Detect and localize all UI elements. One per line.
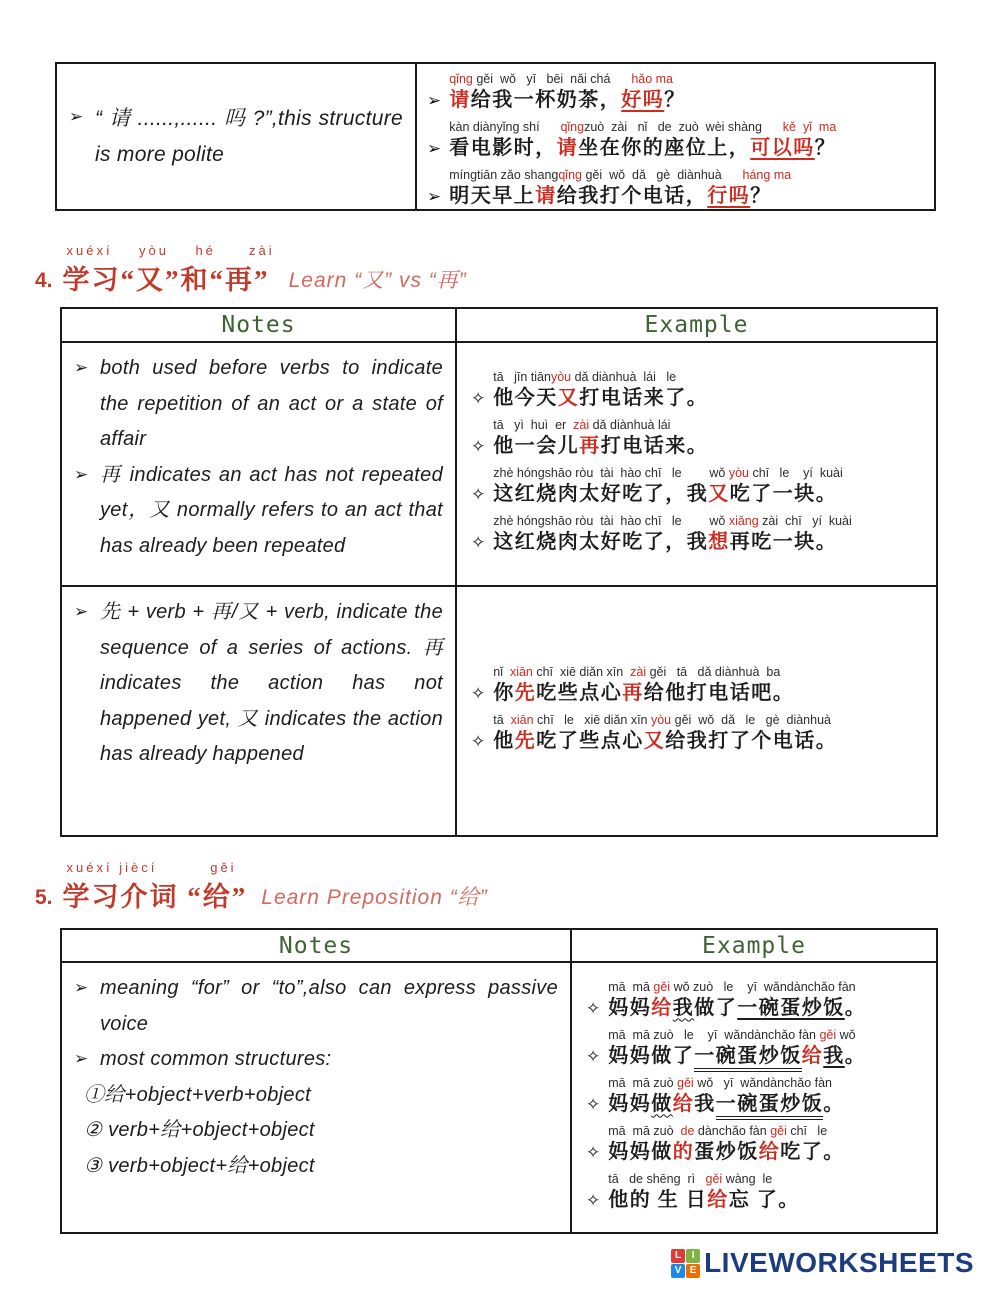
example-text: [493, 713, 837, 755]
example-item: [471, 418, 930, 460]
pinyin-segment: de: [680, 1123, 698, 1138]
hanzi-segment: 先: [514, 682, 537, 704]
example-item: [471, 665, 930, 707]
example-bullet-icon: ✧: [586, 1094, 601, 1114]
pinyin-segment: gěi wǒ dǎ le gè diànhuà: [674, 713, 831, 727]
example-item: [427, 72, 924, 114]
hanzi-segment: 。: [844, 996, 867, 1019]
pinyin-line: [608, 1172, 800, 1187]
pinyin-segment: chī le: [790, 1123, 828, 1138]
hanzi-segment: 吃了些点心: [536, 730, 644, 752]
note-item: [74, 1113, 558, 1149]
example-bullet-icon: ✧: [471, 437, 486, 456]
section4-heading: [35, 243, 467, 297]
example-bullet-icon: ✧: [471, 485, 486, 504]
hanzi-line: [608, 1187, 800, 1214]
pinyin-segment: gěi: [677, 1075, 698, 1090]
pinyin-segment: wǒ zuò le yī wǎndànchǎo fàn: [673, 979, 856, 994]
example-item: [471, 514, 930, 556]
pinyin-line: [493, 665, 794, 680]
hanzi-segment: 做: [651, 1092, 673, 1115]
hanzi-segment: ？: [814, 137, 837, 159]
logo-letter-v: V: [671, 1264, 685, 1278]
hanzi-segment: 给: [707, 1188, 729, 1211]
hanzi-line: [493, 680, 794, 707]
hanzi-line: [493, 728, 837, 755]
note-text: “ 请 ......,...... 吗 ?”,this structure is more polite: [95, 106, 403, 166]
pinyin-segment: qǐng: [560, 120, 585, 134]
example-item: [471, 370, 930, 412]
note-text: 先 + verb + 再/又 + verb, indicate the sequence of a series of actions. 再 indicates the action has not happened yet, 又 indicates the action has already happened: [100, 601, 443, 766]
hanzi-segment: 给: [801, 1044, 824, 1067]
section-pinyin: xuéxí jiècí gěi: [66, 860, 237, 875]
pinyin-segment: xiān: [509, 665, 537, 679]
note-text: both used before verbs to indicate the repetition of an act or a state of affair: [100, 357, 443, 451]
hanzi-segment: 我: [694, 1092, 716, 1115]
hanzi-segment: 妈妈: [608, 1092, 652, 1115]
hanzi-segment: 再: [622, 682, 644, 704]
hanzi-segment: 。: [823, 1092, 845, 1115]
hanzi-segment: 再: [579, 435, 601, 457]
hanzi-segment: 做了: [694, 996, 738, 1019]
hanzi-line: [493, 385, 708, 412]
hanzi-line: [449, 183, 791, 210]
example-header: Example: [572, 930, 936, 963]
hanzi-segment: 先: [514, 730, 537, 752]
politeness-examples-cell: [417, 64, 934, 209]
pinyin-segment: dǎ diànhuà lái le: [574, 370, 677, 384]
hanzi-line: [449, 87, 686, 114]
pinyin-line: [608, 1124, 845, 1139]
hanzi-line: [608, 1091, 845, 1118]
hanzi-segment: 打电话来。: [600, 435, 709, 457]
pinyin-segment: qǐng: [558, 168, 586, 182]
pinyin-segment: gěi: [705, 1171, 726, 1186]
hanzi-line: [493, 529, 852, 556]
example-item: [427, 168, 924, 210]
hanzi-segment: 这红烧肉太好吃了，我: [493, 483, 709, 505]
pinyin-segment: xiān: [510, 713, 538, 727]
example-text: [449, 168, 791, 210]
hanzi-segment: 请: [535, 185, 557, 207]
example-item: [586, 1076, 930, 1118]
hanzi-segment: 给: [672, 1092, 695, 1115]
pinyin-segment: dǎ diànhuà lái: [592, 418, 671, 432]
pinyin-segment: tā yì huì er: [493, 418, 574, 432]
arrow-bullet-icon: ➢: [74, 978, 89, 997]
section-title: 学习介词 “给”: [62, 882, 248, 912]
example-text: [493, 665, 794, 707]
example-text: [449, 120, 836, 162]
pinyin-segment: tā: [493, 713, 511, 727]
hanzi-segment: 再吃一块。: [729, 531, 838, 553]
example-bullet-icon: ✧: [586, 1046, 601, 1066]
pinyin-segment: gěi: [770, 1123, 791, 1138]
section-title: 学习“又”和“再”: [62, 265, 270, 295]
hanzi-segment: 的: [672, 1140, 695, 1163]
pinyin-segment: wǒ: [839, 1027, 856, 1042]
pinyin-segment: xiǎng: [728, 514, 763, 528]
note-item: [74, 595, 443, 773]
pinyin-line: [493, 514, 852, 529]
note-text: ①给+object+verb+object: [84, 1083, 311, 1106]
note-text: meaning “for” or “to”,also can express passive voice: [100, 977, 558, 1035]
example-item: [471, 466, 930, 508]
pinyin-segment: gěi: [819, 1027, 840, 1042]
pinyin-line: [493, 466, 843, 481]
notes-cell: [62, 587, 457, 835]
pinyin-segment: zhè hóngshāo ròu tài hào chī le wǒ: [493, 514, 729, 528]
pinyin-segment: yòu: [650, 713, 675, 727]
note-text: 再 indicates an act has not repeated yet，又 normally refers to an act that has already been repeated: [100, 463, 443, 557]
pinyin-segment: háng ma: [742, 168, 792, 182]
hanzi-segment: 给: [651, 996, 673, 1019]
example-bullet-icon: ✧: [586, 998, 601, 1018]
pinyin-segment: zuò zài nǐ de zuò wèi shàng: [584, 120, 783, 134]
pinyin-segment: chī xiē diǎn xīn: [536, 665, 631, 679]
examples-cell: [457, 587, 936, 835]
hanzi-segment: 坐在你的座位上，: [578, 137, 751, 159]
example-item: [427, 120, 924, 162]
example-bullet-icon: ✧: [586, 1190, 601, 1210]
example-text: [493, 370, 708, 412]
hanzi-segment: 给: [758, 1140, 781, 1163]
section-subtitle: Learn “又” vs “再”: [288, 269, 467, 292]
pinyin-line: [608, 980, 866, 995]
section-subtitle: Learn Preposition “给”: [261, 886, 488, 909]
examples-cell: [457, 343, 936, 587]
arrow-bullet-icon: ➢: [74, 464, 89, 484]
example-item: [586, 1028, 930, 1070]
examples-cell: [572, 963, 936, 1232]
hanzi-segment: 妈妈做了: [608, 1044, 695, 1067]
example-header: Example: [457, 309, 936, 343]
hanzi-segment: 我: [672, 996, 695, 1019]
logo-letter-e: E: [686, 1264, 700, 1278]
hanzi-segment: 吃了。: [780, 1140, 845, 1163]
pinyin-segment: wàng le: [725, 1171, 773, 1186]
liveworksheets-logo: [671, 1247, 974, 1279]
hanzi-segment: 想: [708, 531, 730, 553]
note-item: [74, 458, 443, 565]
arrow-bullet-icon: ➢: [69, 106, 84, 126]
hanzi-segment: 这红烧肉太好吃了，我: [493, 531, 709, 553]
hanzi-segment: 吃些点心: [536, 682, 623, 704]
hanzi-segment: 我: [823, 1044, 845, 1067]
example-bullet-icon: ➢: [427, 187, 442, 206]
hanzi-segment: ？: [750, 185, 772, 207]
example-bullet-icon: ✧: [471, 389, 486, 408]
pinyin-line: [608, 1076, 845, 1091]
hanzi-segment: 打电话来了。: [579, 387, 709, 409]
example-item: [586, 1172, 930, 1214]
pinyin-segment: zài: [573, 418, 593, 432]
example-bullet-icon: ✧: [586, 1142, 601, 1162]
politeness-table: [55, 62, 936, 211]
example-item: [586, 1124, 930, 1166]
hanzi-segment: 给我一杯奶茶，: [470, 89, 622, 111]
pinyin-segment: chī le yí kuài: [752, 466, 843, 480]
pinyin-segment: gěi wǒ dǎ gè diànhuà: [585, 168, 743, 182]
hanzi-segment: 蛋炒饭: [694, 1140, 759, 1163]
pinyin-segment: yòu: [550, 370, 575, 384]
hanzi-segment: 。: [844, 1044, 867, 1067]
hanzi-segment: 可以吗: [750, 137, 815, 159]
pinyin-line: [493, 713, 837, 728]
hanzi-segment: 他今天: [493, 387, 558, 409]
notes-header: Notes: [62, 309, 457, 343]
hanzi-segment: 明天早上: [449, 185, 536, 207]
section-number: 4.: [35, 269, 53, 292]
pinyin-segment: chī le xiē diǎn xīn: [537, 713, 651, 727]
hanzi-segment: 请: [556, 137, 579, 159]
pinyin-segment: kě yǐ ma: [782, 120, 837, 134]
notes-header: Notes: [62, 930, 572, 963]
example-text: [608, 1028, 866, 1070]
example-text: [493, 514, 852, 556]
pinyin-segment: qǐng: [449, 72, 477, 86]
liveworksheets-logo-icon: [671, 1249, 700, 1278]
hanzi-segment: 给我打个电话，: [556, 185, 708, 207]
hanzi-segment: 行吗: [707, 185, 751, 207]
hanzi-line: [608, 1043, 866, 1070]
hanzi-segment: 妈妈: [608, 996, 652, 1019]
hanzi-segment: 一碗蛋炒饭: [694, 1045, 802, 1072]
hanzi-segment: 一碗蛋炒饭: [737, 996, 845, 1019]
note-text: ③ verb+object+给+object: [84, 1154, 315, 1177]
hanzi-line: [493, 433, 708, 460]
note-text: most common structures:: [100, 1048, 332, 1071]
section-number: 5.: [35, 886, 53, 909]
pinyin-segment: mā mā: [608, 979, 654, 994]
hanzi-segment: 妈妈做: [608, 1140, 673, 1163]
note-item: [74, 351, 443, 458]
pinyin-segment: míngtiān zǎo shang: [449, 168, 559, 182]
pinyin-segment: zài: [630, 665, 650, 679]
pinyin-segment: wǒ yī wǎndànchǎo fàn: [697, 1075, 832, 1090]
pinyin-segment: mā mā zuò: [608, 1123, 681, 1138]
example-text: [608, 980, 866, 1022]
hanzi-line: [449, 135, 836, 162]
hanzi-segment: 又: [708, 483, 730, 505]
note-item: [74, 971, 558, 1042]
pinyin-line: [449, 72, 686, 87]
you-zai-table: [60, 307, 938, 837]
hanzi-segment: 又: [557, 387, 580, 409]
hanzi-segment: 忘 了。: [728, 1188, 800, 1211]
pinyin-line: [608, 1028, 866, 1043]
hanzi-segment: 看电影时，: [449, 137, 557, 159]
example-bullet-icon: ✧: [471, 684, 486, 703]
example-text: [608, 1076, 845, 1118]
hanzi-segment: 他的 生 日: [608, 1188, 708, 1211]
note-item: [74, 1149, 558, 1185]
liveworksheets-brand-text: LIVEWORKSHEETS: [704, 1247, 974, 1278]
notes-cell: [62, 963, 572, 1232]
notes-cell: [62, 343, 457, 587]
logo-letter-i: I: [686, 1249, 700, 1263]
example-text: [493, 418, 708, 460]
pinyin-segment: gěi tā dǎ diànhuà ba: [649, 665, 781, 679]
hanzi-segment: ？: [664, 89, 686, 111]
pinyin-segment: hǎo ma: [631, 72, 674, 86]
note-item: [69, 101, 403, 172]
hanzi-segment: 请: [449, 89, 471, 111]
note-item: [74, 1078, 558, 1114]
note-item: [74, 1042, 558, 1078]
pinyin-segment: tā de shēng rì: [608, 1171, 706, 1186]
pinyin-segment: mā mā zuò: [608, 1075, 678, 1090]
hanzi-segment: 一碗蛋炒饭: [716, 1093, 824, 1120]
pinyin-line: [493, 370, 708, 385]
example-item: [471, 713, 930, 755]
example-text: [449, 72, 686, 114]
arrow-bullet-icon: ➢: [74, 1049, 89, 1069]
note-text: ② verb+给+object+object: [84, 1119, 315, 1142]
pinyin-segment: kàn diànyǐng shí: [449, 120, 561, 134]
example-text: [493, 466, 843, 508]
hanzi-line: [493, 481, 843, 508]
arrow-bullet-icon: ➢: [74, 602, 89, 621]
pinyin-segment: dànchǎo fàn: [697, 1123, 771, 1138]
hanzi-segment: 好吗: [621, 89, 665, 111]
hanzi-line: [608, 995, 866, 1022]
pinyin-segment: mā mā zuò le yī wǎndànchǎo fàn: [608, 1027, 820, 1042]
pinyin-segment: gěi wǒ yī bēi nǎi chá: [476, 72, 632, 86]
gei-table: [60, 928, 938, 1234]
example-text: [608, 1124, 845, 1166]
section5-heading: [35, 860, 488, 914]
pinyin-segment: zhè hóngshāo ròu tài hào chī le wǒ: [493, 466, 729, 480]
hanzi-segment: 吃了一块。: [729, 483, 838, 505]
pinyin-segment: nǐ: [493, 665, 510, 679]
pinyin-line: [449, 120, 836, 135]
section-pinyin: xuéxí yòu hé zài: [66, 243, 275, 258]
pinyin-line: [493, 418, 708, 433]
pinyin-segment: tā jīn tiān: [493, 370, 551, 384]
hanzi-line: [608, 1139, 845, 1166]
hanzi-segment: 他一会儿: [493, 435, 580, 457]
example-item: [586, 980, 930, 1022]
example-bullet-icon: ✧: [471, 533, 486, 552]
pinyin-segment: yòu: [728, 466, 753, 480]
logo-letter-l: L: [671, 1249, 685, 1263]
arrow-bullet-icon: ➢: [74, 358, 89, 377]
example-bullet-icon: ➢: [427, 139, 442, 158]
example-bullet-icon: ➢: [427, 91, 442, 110]
example-bullet-icon: ✧: [471, 732, 486, 751]
pinyin-segment: zài chī yí kuài: [762, 514, 852, 528]
example-text: [608, 1172, 800, 1214]
pinyin-segment: gěi: [653, 979, 674, 994]
hanzi-segment: 他: [493, 730, 515, 752]
pinyin-line: [449, 168, 791, 183]
hanzi-segment: 你: [493, 682, 515, 704]
hanzi-segment: 给他打电话吧。: [643, 682, 795, 704]
hanzi-segment: 给我打了个电话。: [665, 730, 838, 752]
politeness-notes-cell: [57, 64, 417, 209]
hanzi-segment: 又: [643, 730, 666, 752]
